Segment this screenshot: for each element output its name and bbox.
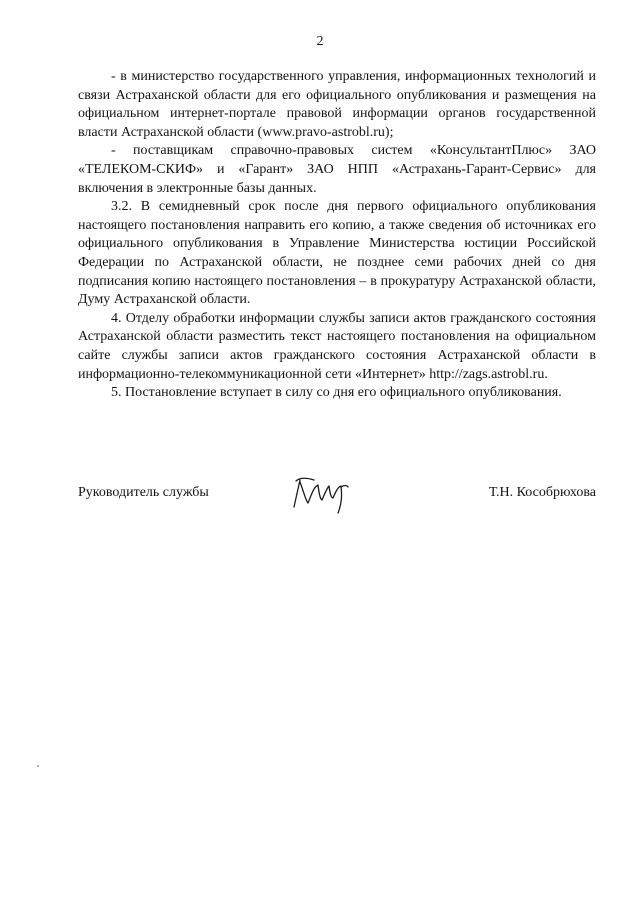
- signer-title: Руководитель службы: [78, 485, 209, 500]
- scan-speck: [37, 765, 39, 767]
- paragraph-3-2: 3.2. В семидневный срок после дня первого официального опубликования настоящего постановления направить его копию, а также сведения об источниках его официального опубликования в Управление Министерства юстиции Российской Федерации по Астраханской области, не позднее семи рабочих дней со дня подписания копию настоящего постановления – в прокуратуру Астраханской области, Думу Астраханской области.: [78, 199, 596, 308]
- paragraph-4: 4. Отделу обработки информации службы записи актов гражданского состояния Астраханской области разместить текст настоящего постановления на официальном сайте службы записи актов гражданского состояния Астраханской области в информационно-телекоммуникационной сети «Интернет» http://zags.astrobl.ru.: [78, 310, 596, 382]
- signature-block: [78, 485, 596, 525]
- document-body: [78, 68, 596, 403]
- paragraph-5: 5. Постановление вступает в силу со дня его официального опубликования.: [111, 385, 562, 401]
- paragraph-legal-systems: - поставщикам справочно-правовых систем «КонсультантПлюс» ЗАО «ТЕЛЕКОМ-СКИФ» и «Гарант» ЗАО НПП «Астрахань-Гарант-Сервис» для включения в электронные базы данных.: [78, 143, 596, 196]
- paragraph-ministry: - в министерство государственного управления, информационных технологий и связи Астраханской области для его официального опубликования и размещения на официальном интернет-портале правовой информации органов государственной власти Астраханской области (www.pravo-astrobl.ru);: [78, 69, 596, 140]
- page-number: 2: [316, 34, 324, 49]
- signer-name: Т.Н. Кособрюхова: [488, 485, 596, 500]
- handwritten-signature: [288, 473, 354, 517]
